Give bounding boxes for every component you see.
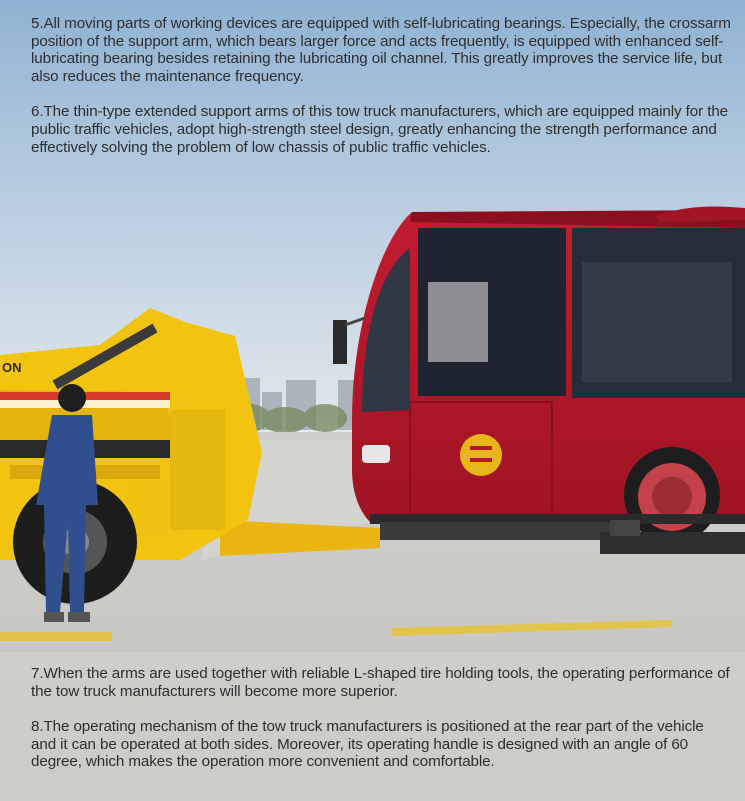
top-text-block: [31, 15, 731, 156]
truck-label: ON: [2, 360, 22, 375]
bus-logo: [460, 434, 502, 476]
lane-marking-left: [0, 632, 112, 641]
paragraph-7: 7.When the arms are used together with reliable L-shaped tire holding tools, the operating performance of the tow truck manufacturers will become more superior.: [31, 665, 730, 700]
paragraph-5: 5.All moving parts of working devices are equipped with self-lubricating bearings. Especially, the crossarm position of the support arm, which bears larger force and acts frequently, is equipped with enhanced self-lubricating bearing besides retaining the lubricating oil channel. This greatly improves the service life, but also reduces the maintenance frequency.: [31, 15, 731, 85]
paragraph-8: 8.The operating mechanism of the tow truck manufacturers is positioned at the rear part of the vehicle and it can be operated at both sides. Moreover, its operating handle is designed with an angle of 60 degree, which makes the operation more convenient and comfortable.: [31, 718, 704, 771]
bus: [333, 206, 745, 543]
paragraph-6: 6.The thin-type extended support arms of this tow truck manufacturers, which are equipped mainly for the public traffic vehicles, adopt high-strength steel design, greatly enhancing the strength performance and effectively solving the problem of low chassis of public traffic vehicles.: [31, 103, 729, 156]
bottom-text-block: [31, 665, 731, 771]
